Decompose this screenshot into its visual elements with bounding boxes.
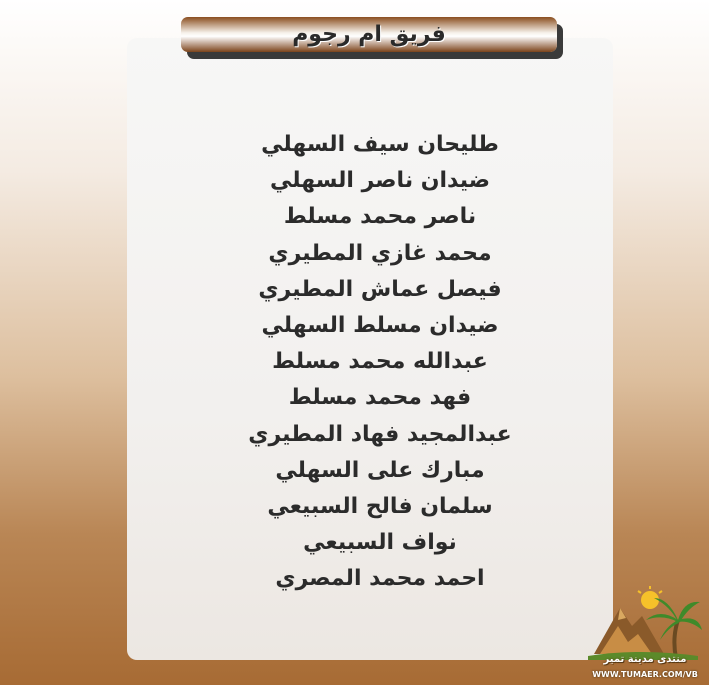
list-item: ضيدان ناصر السهلي bbox=[270, 168, 490, 194]
list-item: عبدالمجيد فهاد المطيري bbox=[248, 421, 512, 447]
list-item: محمد غازي المطيري bbox=[268, 240, 492, 266]
palm-mountain-logo-icon bbox=[580, 586, 704, 682]
list-item: نواف السبيعي bbox=[303, 530, 457, 556]
list-item: فيصل عماش المطيري bbox=[258, 276, 502, 302]
page-title: فريق ام رجوم bbox=[292, 22, 446, 47]
list-item: سلمان فالح السبيعي bbox=[267, 493, 493, 519]
list-item: مبارك على السهلي bbox=[275, 457, 485, 483]
names-list bbox=[200, 127, 560, 597]
logo-url[interactable]: WWW.TUMAER.COM/VB bbox=[592, 670, 698, 679]
list-item: عبدالله محمد مسلط bbox=[272, 349, 488, 375]
logo-forum-name: منتدى مدينة تمير bbox=[603, 654, 687, 665]
list-item: ناصر محمد مسلط bbox=[283, 204, 477, 230]
list-item: احمد محمد المصري bbox=[275, 566, 485, 592]
list-item: ضيدان مسلط السهلي bbox=[261, 312, 499, 338]
list-item: فهد محمد مسلط bbox=[288, 385, 472, 411]
title-banner bbox=[181, 17, 557, 52]
list-item: طليحان سيف السهلي bbox=[261, 132, 499, 157]
